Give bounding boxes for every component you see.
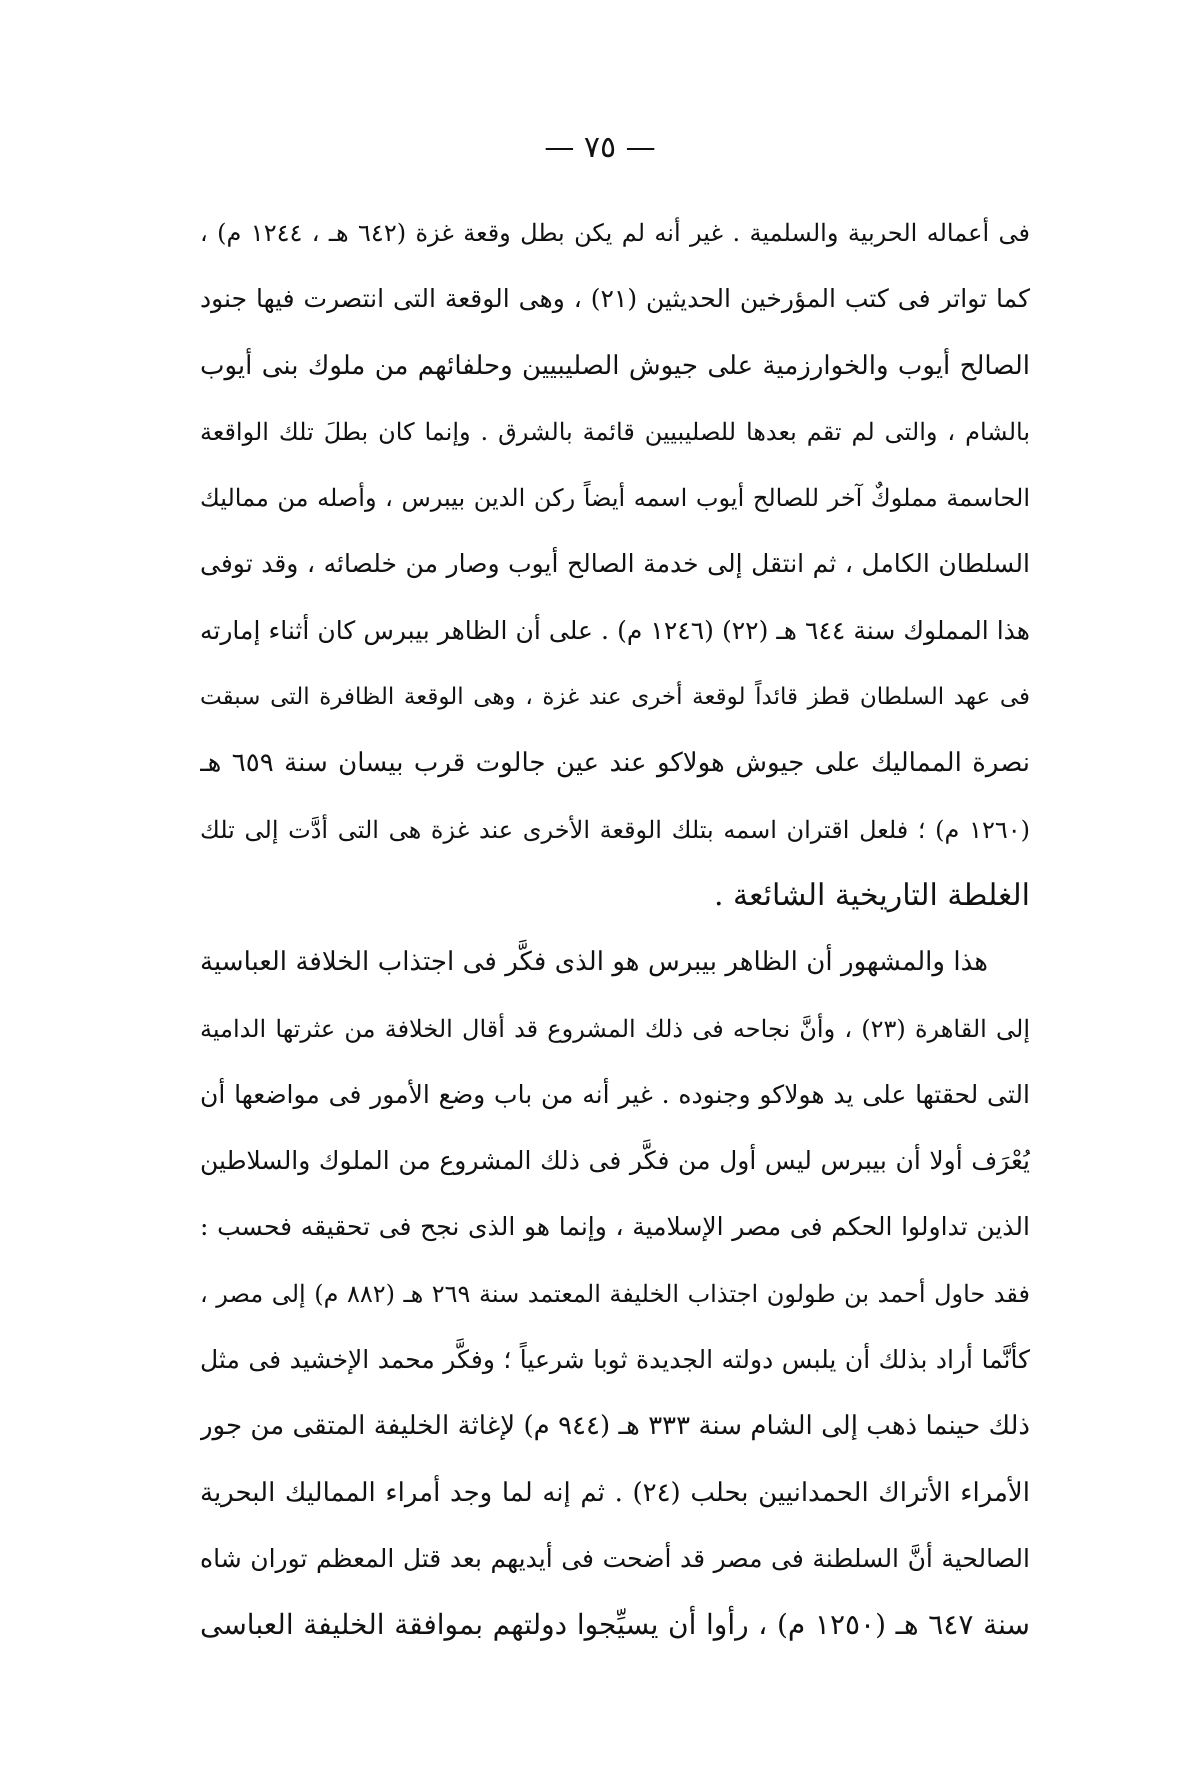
text-line: كما تواتر فى كتب المؤرخين الحديثين (٢١) ، وهى الوقعة التى انتصرت فيها جنود: [200, 284, 1030, 314]
text-line: الغلطة التاريخية الشائعة .: [713, 877, 1030, 913]
text-line: فى أعماله الحربية والسلمية . غير أنه لم يكن بطل وقعة غزة (٦٤٢ هـ ، ١٢٤٤ م) ،: [200, 219, 1030, 247]
text-line: هذا المملوك سنة ٦٤٤ هـ (٢٢) (١٢٤٦ م) . على أن الظاهر بيبرس كان أثناء إمارته: [200, 615, 1030, 645]
text-line: فقد حاول أحمد بن طولون اجتذاب الخليفة المعتمد سنة ٢٦٩ هـ (٨٨٢ م) إلى مصر ،: [200, 1279, 1030, 1308]
page-number: — ٧٥ —: [544, 130, 656, 165]
text-line: الذين تداولوا الحكم فى مصر الإسلامية ، وإنما هو الذى نجح فى تحقيقه فحسب :: [200, 1212, 1030, 1242]
text-line: بالشام ، والتى لم تقم بعدها للصليبيين قائمة بالشرق . وإنما كان بطلَ تلك الواقعة: [200, 417, 1030, 446]
text-line: يُعْرَف أولا أن بيبرس ليس أول من فكَّر فى ذلك المشروع من الملوك والسلاطين: [200, 1146, 1030, 1176]
text-line: نصرة المماليك على جيوش هولاكو عند عين جالوت قرب بيسان سنة ٦٥٩ هـ: [200, 748, 1030, 779]
text-line: هذا والمشهور أن الظاهر بيبرس هو الذى فكَّر فى اجتذاب الخلافة العباسية: [200, 947, 988, 978]
text-line: التى لحقتها على يد هولاكو وجنوده . غير أنه من باب وضع الأمور فى مواضعها أن: [200, 1079, 1030, 1109]
text-line: الحاسمة مملوكٌ آخر للصالح أيوب اسمه أيضاً ركن الدين بيبرس ، وأصله من مماليك: [200, 484, 1030, 513]
text-line: كأنَّما أراد بذلك أن يلبس دولته الجديدة ثوبا شرعياً ؛ وفكَّر محمد الإخشيد فى مثل: [200, 1345, 1030, 1375]
text-line: السلطان الكامل ، ثم انتقل إلى خدمة الصالح أيوب وصار من خلصائه ، وقد توفى: [200, 549, 1030, 579]
text-line: الصالح أيوب والخوارزمية على جيوش الصليبيين وحلفائهم من ملوك بنى أيوب: [200, 350, 1030, 381]
text-line: فى عهد السلطان قطز قائداً لوقعة أخرى عند غزة ، وهى الوقعة الظافرة التى سبقت: [200, 684, 1030, 711]
text-line: ذلك حينما ذهب إلى الشام سنة ٣٣٣ هـ (٩٤٤ م) لإغاثة الخليفة المتقى من جور: [200, 1411, 1030, 1442]
text-line: الأمراء الأتراك الحمدانيين بحلب (٢٤) . ثم إنه لما وجد أمراء المماليك البحرية: [200, 1477, 1030, 1508]
text-line: سنة ٦٤٧ هـ (١٢٥٠ م) ، رأوا أن يسيِّجوا دولتهم بموافقة الخليفة العباسى: [200, 1608, 1030, 1642]
text-line: إلى القاهرة (٢٣) ، وأنَّ نجاحه فى ذلك المشروع قد أقال الخلافة من عثرتها الدامية: [200, 1014, 1030, 1043]
text-line: (١٢٦٠ م) ؛ فلعل اقتران اسمه بتلك الوقعة الأخرى عند غزة هى التى أدَّت إلى تلك: [200, 815, 1030, 844]
body-text: [200, 200, 1030, 1659]
text-line: الصالحية أنَّ السلطنة فى مصر قد أضحت فى أيديهم بعد قتل المعظم توران شاه: [200, 1543, 1030, 1573]
